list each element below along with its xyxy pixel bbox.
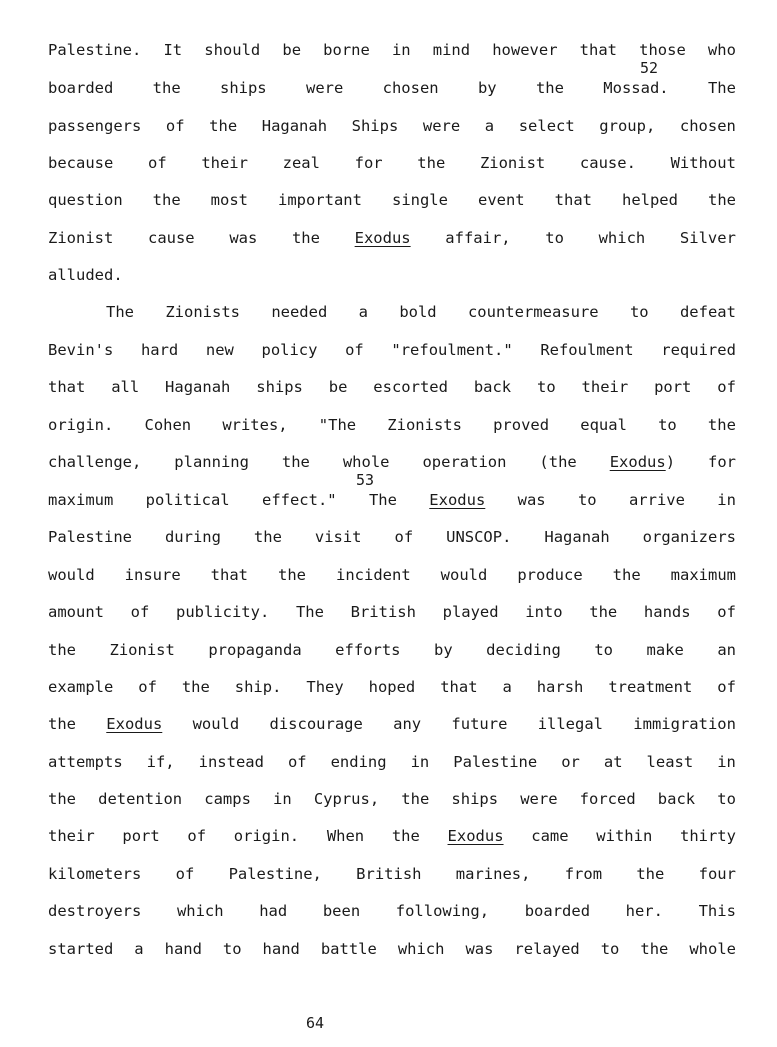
word: boarded — [524, 902, 591, 920]
word: When — [326, 827, 365, 845]
word: to — [658, 416, 677, 434]
word: were — [520, 790, 558, 808]
word: Bevin's — [48, 341, 114, 359]
word: challenge, — [48, 453, 142, 471]
word: was — [465, 940, 494, 958]
word: chosen — [382, 79, 439, 97]
word: zeal — [282, 154, 320, 172]
word: equal — [580, 416, 627, 434]
word: bold — [399, 303, 437, 321]
word: within — [596, 827, 653, 845]
word: that — [210, 566, 248, 584]
word: during — [164, 528, 221, 546]
text-line — [48, 864, 736, 884]
word: planning — [174, 453, 249, 471]
word: single — [391, 191, 448, 209]
word: It — [163, 41, 183, 59]
word: to — [577, 491, 597, 509]
text-line — [48, 714, 736, 734]
word: hands — [643, 603, 691, 621]
word: new — [205, 341, 234, 359]
word: forced — [579, 790, 636, 808]
word: borne — [323, 41, 370, 59]
word: following, — [395, 902, 490, 920]
word: was — [517, 491, 546, 509]
word: back — [473, 378, 512, 396]
word: ship. — [234, 678, 282, 696]
word: question — [48, 191, 123, 209]
word: of — [187, 827, 207, 845]
word: of — [175, 865, 195, 883]
word: that — [579, 41, 617, 59]
footnote-marker-53: 53 — [356, 471, 375, 489]
text-line — [48, 40, 736, 60]
word: the — [48, 790, 76, 808]
word: to — [629, 303, 649, 321]
word: whole — [342, 453, 390, 471]
word: whole — [689, 940, 736, 958]
word: the — [391, 827, 420, 845]
word: which — [397, 940, 445, 958]
word: Haganah — [165, 378, 231, 396]
word: policy — [261, 341, 318, 359]
word: The — [295, 603, 324, 621]
word: in — [717, 491, 736, 509]
word: needed — [271, 303, 328, 321]
word: a — [502, 678, 512, 696]
word: marines, — [455, 865, 531, 883]
word: Palestine — [453, 753, 538, 771]
word: important — [277, 191, 362, 209]
word: would — [440, 566, 488, 584]
word: political — [145, 491, 230, 509]
word: Palestine, — [228, 865, 322, 883]
word: select — [518, 117, 575, 135]
word: Zionists — [165, 303, 240, 321]
word: cause — [147, 229, 195, 247]
word: of — [394, 528, 414, 546]
word: the — [152, 79, 181, 97]
text-line — [48, 153, 736, 173]
word: alluded. — [48, 266, 123, 284]
word: maximum — [48, 491, 114, 509]
word: any — [393, 715, 422, 733]
word: They — [306, 678, 344, 696]
word: in — [391, 41, 411, 59]
word: Zionist — [48, 229, 114, 247]
word: The — [106, 303, 134, 321]
word: who — [707, 41, 736, 59]
word: attempts — [48, 753, 123, 771]
text-line — [48, 116, 736, 136]
word: of — [345, 341, 364, 359]
word: if, — [146, 753, 175, 771]
word: the — [636, 865, 665, 883]
word: however — [492, 41, 558, 59]
word: ships — [451, 790, 499, 808]
underlined-title: Exodus — [429, 491, 486, 509]
word: visit — [314, 528, 362, 546]
word: of — [717, 378, 736, 396]
word: would — [48, 566, 95, 584]
word: make — [646, 641, 684, 659]
word: would — [192, 715, 240, 733]
word: Haganah — [261, 117, 328, 135]
word: This — [698, 902, 736, 920]
word: been — [322, 902, 361, 920]
word: a — [358, 303, 368, 321]
word: battle — [320, 940, 377, 958]
word: proved — [493, 416, 550, 434]
word: most — [210, 191, 248, 209]
word: the — [291, 229, 320, 247]
word: that — [48, 378, 86, 396]
word: origin. — [48, 416, 114, 434]
word: ships — [219, 79, 267, 97]
word: which — [176, 902, 224, 920]
word: the — [48, 715, 76, 733]
word: their — [201, 154, 248, 172]
word: Without — [670, 154, 736, 172]
word: kilometers — [48, 865, 142, 883]
word: the — [278, 566, 306, 584]
word: be — [328, 378, 348, 396]
word: Zionist — [479, 154, 546, 172]
word: port — [122, 827, 160, 845]
word: Mossad. — [603, 79, 669, 97]
word: the — [640, 940, 669, 958]
word: came — [531, 827, 569, 845]
word: UNSCOP. — [446, 528, 512, 546]
word: Zionists — [387, 416, 462, 434]
word: ships — [256, 378, 303, 396]
word: or — [561, 753, 580, 771]
word: Silver — [679, 229, 736, 247]
word: in — [717, 753, 736, 771]
word: were — [422, 117, 461, 135]
word: for — [354, 154, 383, 172]
text-line — [48, 340, 736, 360]
word: of — [717, 678, 736, 696]
word: helped — [621, 191, 678, 209]
word: (the — [539, 453, 577, 471]
word: a — [134, 940, 144, 958]
text-line — [48, 939, 736, 959]
word: of — [717, 603, 736, 621]
word: Haganah — [544, 528, 610, 546]
word: hoped — [368, 678, 416, 696]
text-line — [48, 78, 736, 98]
word: the — [612, 566, 641, 584]
word: back — [657, 790, 696, 808]
word: should — [204, 41, 261, 59]
word: for — [708, 453, 736, 471]
word: the — [152, 191, 181, 209]
word: hand — [262, 940, 300, 958]
word: hand — [164, 940, 202, 958]
word: least — [646, 753, 694, 771]
text-line — [48, 901, 736, 921]
word: because — [48, 154, 114, 172]
word: played — [442, 603, 499, 621]
word: chosen — [679, 117, 736, 135]
word: organizers — [642, 528, 736, 546]
word: that — [554, 191, 592, 209]
word: the — [589, 603, 618, 621]
underlined-title: Exodus — [106, 715, 163, 733]
word: the — [417, 154, 446, 172]
word: the — [535, 79, 564, 97]
word: of — [130, 603, 150, 621]
word: her. — [625, 902, 663, 920]
word: affair, — [445, 229, 511, 247]
word: arrive — [628, 491, 685, 509]
word: discourage — [269, 715, 363, 733]
word: an — [717, 641, 736, 659]
word: event — [477, 191, 525, 209]
word: treatment — [608, 678, 693, 696]
word: of — [138, 678, 157, 696]
word: of — [147, 154, 167, 172]
text-line — [106, 302, 736, 322]
word: relayed — [514, 940, 580, 958]
word: started — [48, 940, 114, 958]
word: by — [477, 79, 497, 97]
word: their — [48, 827, 95, 845]
word: Cohen — [144, 416, 192, 434]
text-line — [48, 602, 736, 622]
text-line — [48, 415, 736, 435]
word: to — [717, 790, 736, 808]
word: example — [48, 678, 114, 696]
word: were — [305, 79, 344, 97]
word: to — [594, 641, 613, 659]
word: in — [273, 790, 292, 808]
text-line — [48, 377, 736, 397]
text-line — [48, 640, 736, 660]
word: writes, — [222, 416, 288, 434]
word: port — [654, 378, 692, 396]
underlined-title: Exodus) — [609, 453, 676, 471]
footnote-marker-52: 52 — [640, 59, 659, 77]
text-line — [48, 490, 736, 510]
word: escorted — [373, 378, 448, 396]
word: origin. — [233, 827, 300, 845]
word: in — [410, 753, 430, 771]
word: the — [707, 191, 736, 209]
underlined-title: Exodus — [447, 827, 504, 845]
word: instead — [198, 753, 264, 771]
text-line — [48, 452, 736, 472]
word: Refoulment — [540, 341, 634, 359]
word: publicity. — [175, 603, 270, 621]
underlined-title: Exodus — [354, 229, 411, 247]
word: the — [253, 528, 282, 546]
text-line — [48, 826, 736, 846]
word: Ships — [351, 117, 399, 135]
word: to — [537, 378, 556, 396]
word: which — [598, 229, 646, 247]
text-line — [48, 527, 736, 547]
word: from — [564, 865, 603, 883]
word: efforts — [335, 641, 401, 659]
text-line — [48, 752, 736, 772]
word: produce — [517, 566, 583, 584]
page-number: 64 — [305, 1014, 325, 1032]
word: the — [209, 117, 238, 135]
word: the — [401, 790, 430, 808]
word: their — [581, 378, 629, 396]
word: countermeasure — [467, 303, 599, 321]
word: be — [282, 41, 302, 59]
word: at — [603, 753, 623, 771]
word: Zionist — [109, 641, 175, 659]
word: of — [165, 117, 185, 135]
word: British — [350, 603, 416, 621]
word: harsh — [536, 678, 584, 696]
word: destroyers — [48, 902, 142, 920]
word: boarded — [48, 79, 114, 97]
word: the — [48, 641, 76, 659]
word: defeat — [679, 303, 736, 321]
text-line — [48, 265, 736, 285]
word: British — [356, 865, 422, 883]
word: The — [707, 79, 736, 97]
word: had — [259, 902, 288, 920]
word: future — [451, 715, 508, 733]
word: a — [484, 117, 495, 135]
word: effect." — [261, 491, 337, 509]
word: those — [639, 41, 686, 59]
text-line — [48, 565, 736, 585]
word: by — [433, 641, 453, 659]
word: the — [281, 453, 310, 471]
word: of — [287, 753, 307, 771]
word: "refoulment." — [391, 341, 513, 359]
word: Cyprus, — [313, 790, 380, 808]
word: to — [222, 940, 242, 958]
text-line — [48, 789, 736, 809]
word: into — [525, 603, 563, 621]
word: mind — [432, 41, 471, 59]
word: camps — [204, 790, 251, 808]
word: to — [600, 940, 620, 958]
word: Palestine — [48, 528, 132, 546]
word: group, — [599, 117, 656, 135]
word: passengers — [48, 117, 142, 135]
word: propaganda — [208, 641, 302, 659]
word: thirty — [679, 827, 736, 845]
text-line — [48, 190, 736, 210]
word: deciding — [486, 641, 561, 659]
word: operation — [422, 453, 507, 471]
word: detention — [98, 790, 183, 808]
word: illegal — [537, 715, 604, 733]
word: hard — [140, 341, 179, 359]
word: maximum — [670, 566, 736, 584]
word: amount — [48, 603, 104, 621]
word: cause. — [579, 154, 636, 172]
word: immigration — [633, 715, 736, 733]
word: ending — [330, 753, 387, 771]
word: The — [368, 491, 397, 509]
word: the — [707, 416, 736, 434]
word: was — [229, 229, 258, 247]
word: incident — [336, 566, 411, 584]
word: insure — [124, 566, 181, 584]
word: required — [661, 341, 736, 359]
text-line — [48, 677, 736, 697]
word: to — [545, 229, 564, 247]
text-line — [48, 228, 736, 248]
word: the — [181, 678, 210, 696]
word: four — [698, 865, 736, 883]
word: Palestine. — [48, 41, 142, 59]
word: "The — [318, 416, 357, 434]
word: that — [440, 678, 478, 696]
word: all — [111, 378, 140, 396]
